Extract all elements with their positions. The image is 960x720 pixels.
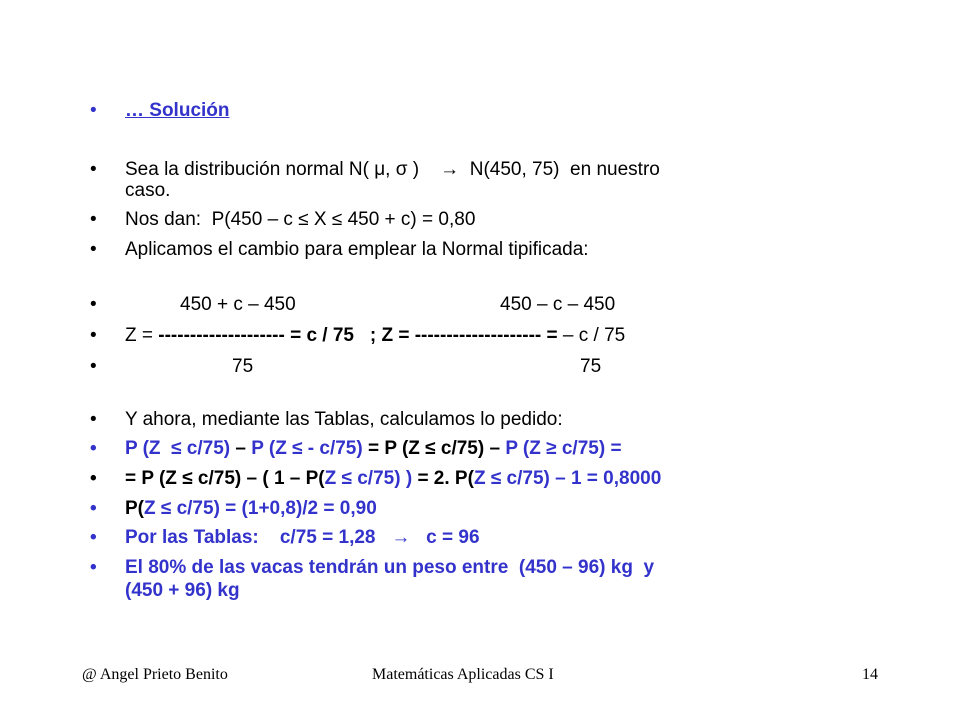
footer-author: @ Angel Prieto Benito xyxy=(82,666,228,683)
bullet: • xyxy=(90,409,97,430)
bullet: • xyxy=(90,557,97,578)
conclusion-text-cont: (450 + 96) kg xyxy=(125,580,240,601)
given-text: Nos dan: P(450 – c ≤ X ≤ 450 + c) = 0,80 xyxy=(125,209,476,230)
bullet: • xyxy=(90,209,97,230)
distribution-text: Sea la distribución normal N( μ, σ ) → N(450, 75) en nuestro xyxy=(125,159,660,180)
bullet: • xyxy=(90,498,97,519)
prob-text-2: = P (Z ≤ c/75) – ( 1 – P(Z ≤ c/75) ) = 2. P(Z ≤ c/75) – 1 = 0,8000 xyxy=(125,468,662,489)
bullet: • xyxy=(90,325,97,346)
line-conclusion-cont xyxy=(90,579,240,648)
bullet: • xyxy=(90,100,97,121)
bullet: • xyxy=(90,294,97,315)
conclusion-text: El 80% de las vacas tendrán un peso entre (450 – 96) kg y xyxy=(125,557,655,578)
tables-text: Y ahora, mediante las Tablas, calculamos lo pedido: xyxy=(125,409,563,430)
frac-den-right: 75 xyxy=(580,356,602,377)
bullet: • xyxy=(90,438,97,459)
bullet: • xyxy=(90,159,97,180)
result-text: Por las Tablas: c/75 = 1,28 → c = 96 xyxy=(125,527,480,548)
bullet: • xyxy=(90,356,97,377)
distribution-text-cont: caso. xyxy=(125,180,171,201)
bullet: • xyxy=(90,239,97,260)
frac-num-right: 450 – c – 450 xyxy=(500,294,616,315)
prob-text-1: P (Z ≤ c/75) – P (Z ≤ - c/75) = P (Z ≤ c/75) – P (Z ≥ c/75) = xyxy=(125,438,622,459)
right-arrow-icon: → xyxy=(391,527,411,548)
right-arrow-icon: → xyxy=(440,159,460,180)
bullet: • xyxy=(90,527,97,548)
footer-course: Matemáticas Aplicadas CS I xyxy=(372,666,554,683)
prob-text-3: P(Z ≤ c/75) = (1+0,8)/2 = 0,90 xyxy=(125,498,377,519)
frac-num-left: 450 + c – 450 xyxy=(180,294,296,315)
change-text: Aplicamos el cambio para emplear la Normal tipificada: xyxy=(125,239,589,260)
footer-page-number: 14 xyxy=(862,666,878,683)
frac-den-left: 75 xyxy=(232,356,254,377)
bullet: • xyxy=(90,468,97,489)
z-equation: Z = -------------------- = c / 75 ; Z = -------------------- = – c / 75 xyxy=(125,325,626,346)
heading: … Solución xyxy=(125,100,230,121)
